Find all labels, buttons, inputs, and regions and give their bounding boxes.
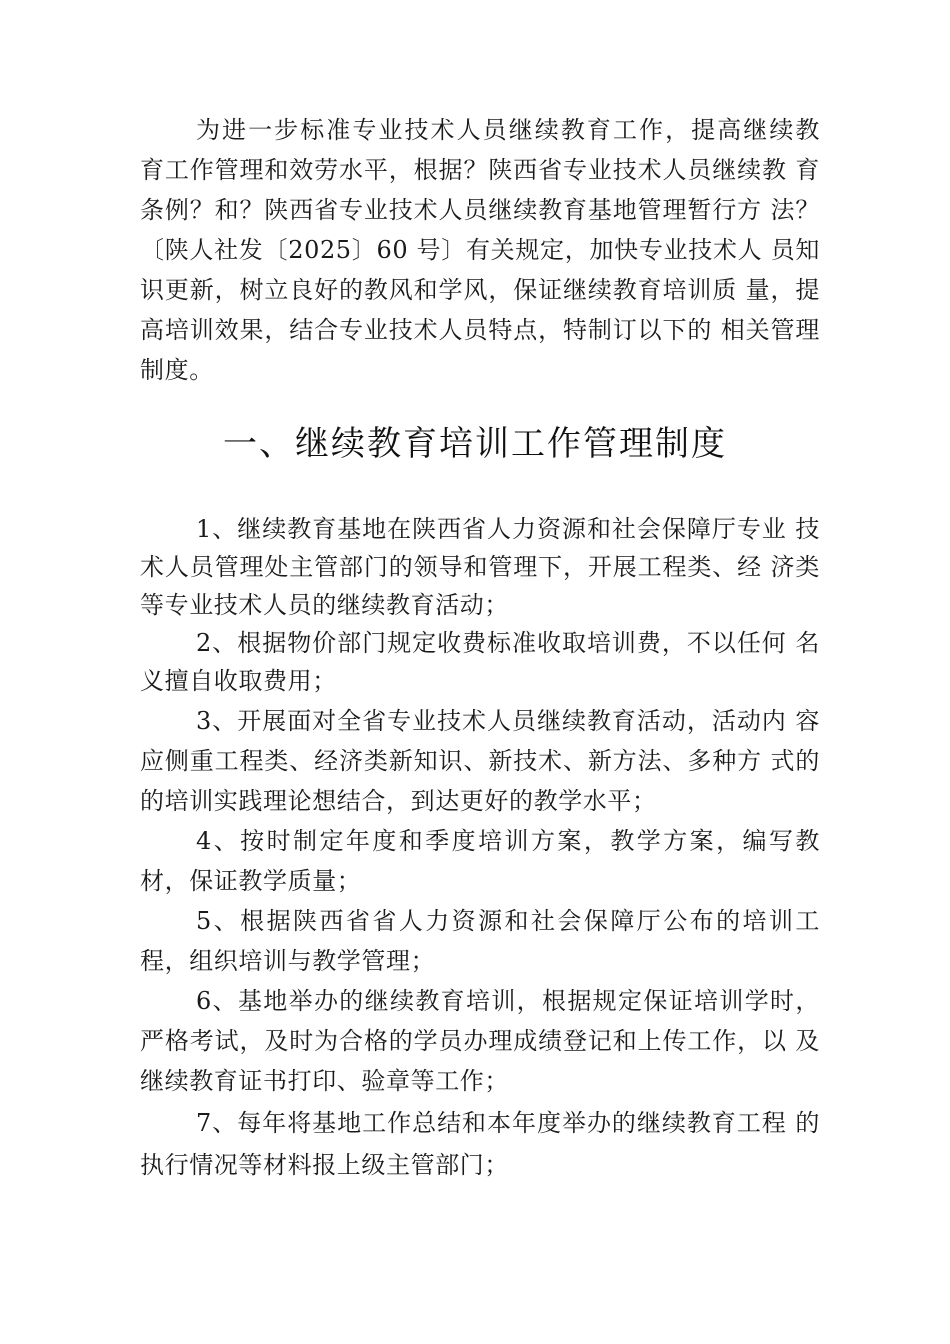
intro-line: 为进一步标准专业技术人员继续教育工作，提高继续教 <box>196 116 820 144</box>
item-1-line: 术人员管理处主管部门的领导和管理下，开展工程类、经 济类 <box>140 553 820 581</box>
intro-line: 高培训效果，结合专业技术人员特点，特制订以下的 相关管理 <box>140 316 820 344</box>
item-4-line: 材，保证教学质量； <box>140 867 362 895</box>
section-title: 一、继续教育培训工作管理制度 <box>223 424 727 464</box>
item-6-line: 继续教育证书打印、验章等工作； <box>140 1067 509 1095</box>
item-1-line: 等专业技术人员的继续教育活动； <box>140 591 509 619</box>
intro-line: 育工作管理和效劳水平，根据？陕西省专业技术人员继续教 育 <box>140 156 820 184</box>
item-3-line: 的培训实践理论想结合，到达更好的教学水平； <box>140 787 657 815</box>
intro-line: 〔陕人社发〔2025〕60 号〕有关规定，加快专业技术人 员知 <box>140 236 820 264</box>
item-7-line: 执行情况等材料报上级主管部门； <box>140 1151 509 1179</box>
item-3-line: 3、开展面对全省专业技术人员继续教育活动，活动内 容 <box>196 707 820 735</box>
intro-line: 制度。 <box>140 356 214 384</box>
intro-line: 识更新，树立良好的教风和学风，保证继续教育培训质 量，提 <box>140 276 820 304</box>
item-5-line: 5、根据陕西省省人力资源和社会保障厅公布的培训工 <box>196 907 820 935</box>
item-5-line: 程，组织培训与教学管理； <box>140 947 436 975</box>
item-7-line: 7、每年将基地工作总结和本年度举办的继续教育工程 的 <box>196 1109 820 1137</box>
item-2-line: 义擅自收取费用； <box>140 667 337 695</box>
item-6-line: 严格考试，及时为合格的学员办理成绩登记和上传工作，以 及 <box>140 1027 820 1055</box>
item-3-line: 应侧重工程类、经济类新知识、新技术、新方法、多种方 式的 <box>140 747 820 775</box>
intro-line: 条例？和？陕西省专业技术人员继续教育基地管理暂行方 法？ <box>140 196 820 224</box>
item-2-line: 2、根据物价部门规定收费标准收取培训费，不以任何 名 <box>196 629 820 657</box>
item-1-line: 1、继续教育基地在陕西省人力资源和社会保障厅专业 技 <box>196 515 820 543</box>
item-6-line: 6、基地举办的继续教育培训，根据规定保证培训学时， <box>196 987 820 1015</box>
item-4-line: 4、按时制定年度和季度培训方案，教学方案，编写教 <box>196 827 820 855</box>
